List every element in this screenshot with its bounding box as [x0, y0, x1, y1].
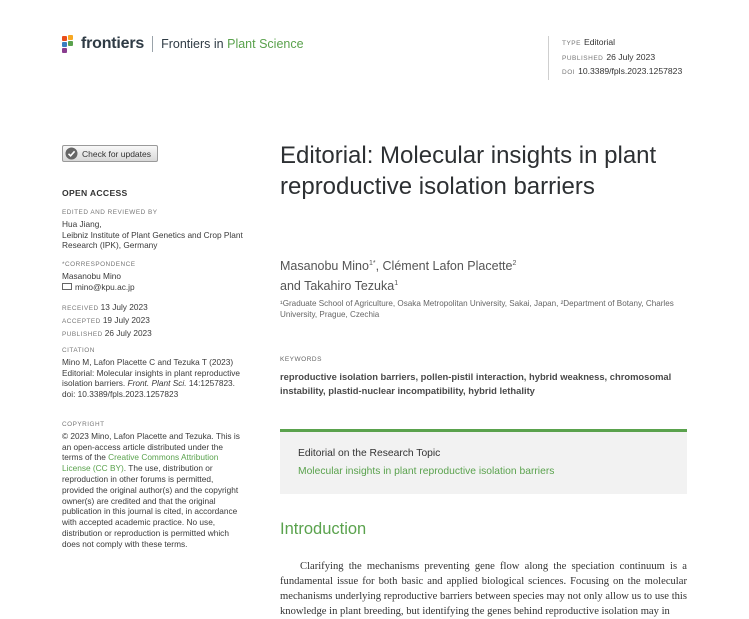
copyright-text: © 2023 Mino, Lafon Placette and Tezuka. This is an open-access article distributed under the terms of the Creative Commons Attribution License (CC BY). The use, distribution or reproduction in other forums is permitted, provided the original author(s) and the copyright owner(s) are credited and that the original publication in this journal is cited, in accordance with accepted academic practice. No use, distribution or reproduction is permitted which does not comply with these terms. [62, 430, 240, 549]
cc-license-link[interactable]: Creative Commons Attribution License (CC BY) [62, 452, 219, 474]
introduction-body: Clarifying the mechanisms preventing gene flow along the speciation continuum is a fundamental issue for both basic and applied biological sciences. Focusing on the molecular mechanisms underlying reproductive barriers between species may not only allow us to use this knowledge in plant breeding, but identifying the genes behind reproductive isolation may in [280, 561, 687, 617]
citation-block: CITATION Mino M, Lafon Placette C and Tezuka T (2023) Editorial: Molecular insights in plant reproductive isolation barriers. Front. Plant Sci. 14:1257823. doi: 10.3389/fpls.2023.1257823 [62, 347, 241, 400]
editor-block: EDITED AND REVIEWED BY Hua Jiang, Leibniz Institute of Plant Genetics and Crop Plant Research (IPK), Germany [62, 208, 262, 251]
journal-name[interactable]: Frontiers in Plant Science [161, 37, 304, 51]
header-divider [152, 36, 153, 52]
affiliations: ¹Graduate School of Agriculture, Osaka Metropolitan University, Sakai, Japan, ²Department of Botany, Charles University, Prague, Czechia [280, 299, 674, 320]
check-for-updates-button[interactable]: Check for updates [62, 145, 158, 162]
frontiers-logo[interactable] [61, 33, 304, 55]
research-topic-box [280, 429, 687, 494]
editor-name: Hua Jiang, [62, 218, 102, 229]
doi-link[interactable]: 10.3389/fpls.2023.1257823 [578, 66, 683, 76]
article-meta: TYPE Editorial PUBLISHED 26 July 2023 DOI 10.3389/fpls.2023.1257823 [548, 36, 682, 80]
author-mino[interactable]: Masanobu Mino [280, 259, 369, 274]
mail-icon [62, 283, 72, 290]
brand-name: frontiers [81, 35, 145, 52]
update-check-icon [65, 147, 78, 160]
frontiers-logo-icon [61, 34, 77, 54]
correspondence-block: *CORRESPONDENCE Masanobu Mino mino@kpu.ac.jp [62, 260, 262, 292]
editor-affiliation: Leibniz Institute of Plant Genetics and Crop Plant Research (IPK), Germany [62, 229, 243, 251]
dates-block: RECEIVED 13 July 2023 ACCEPTED 19 July 2023 PUBLISHED 26 July 2023 [62, 302, 152, 338]
introduction-heading: Introduction [280, 520, 367, 538]
keywords: reproductive isolation barriers, pollen-pistil interaction, hybrid weakness, chromosomal instability, plastid-nuclear incompatibility, hybrid lethality [280, 371, 672, 396]
open-access-label: OPEN ACCESS [62, 188, 128, 198]
correspondent-email[interactable]: mino@kpu.ac.jp [62, 282, 262, 293]
topic-heading: Editorial on the Research Topic [298, 448, 441, 459]
published-date: 26 July 2023 [606, 51, 656, 62]
topic-link[interactable]: Molecular insights in plant reproductive isolation barriers [298, 466, 555, 477]
author-list: Masanobu Mino$^{1*}$, Clément Lafon Placette$^2$ and Takahiro Tezuka$^1$ [280, 259, 517, 294]
article-title: Editorial: Molecular insights in plant reproductive isolation barriers [280, 142, 657, 200]
citation-doi[interactable]: doi: 10.3389/fpls.2023.1257823 [62, 389, 179, 400]
author-tezuka[interactable]: and Takahiro Tezuka [280, 279, 395, 294]
correspondent-name: Masanobu Mino [62, 270, 122, 281]
article-type: Editorial [583, 37, 616, 47]
citation-text: Mino M, Lafon Placette C and Tezuka T (2023) Editorial: Molecular insights in plant reproductive isolation barriers. Front. Plant Sci. 14:1257823. [62, 356, 241, 389]
keywords-label: KEYWORDS [280, 356, 322, 363]
copyright-block: COPYRIGHT © 2023 Mino, Lafon Placette and Tezuka. This is an open-access article distributed under the terms of the Creative Commons Attribution License (CC BY). The use, distribution or reproduction in other forums is permitted, provided the original author(s) and the copyright owner(s) are credited and that the original publication in this journal is cited, in accordance with accepted academic practice. No use, distribution or reproduction is permitted which does not comply with these terms. [62, 421, 240, 549]
author-lafon-placette[interactable]: , Clément Lafon Placette [375, 259, 513, 274]
